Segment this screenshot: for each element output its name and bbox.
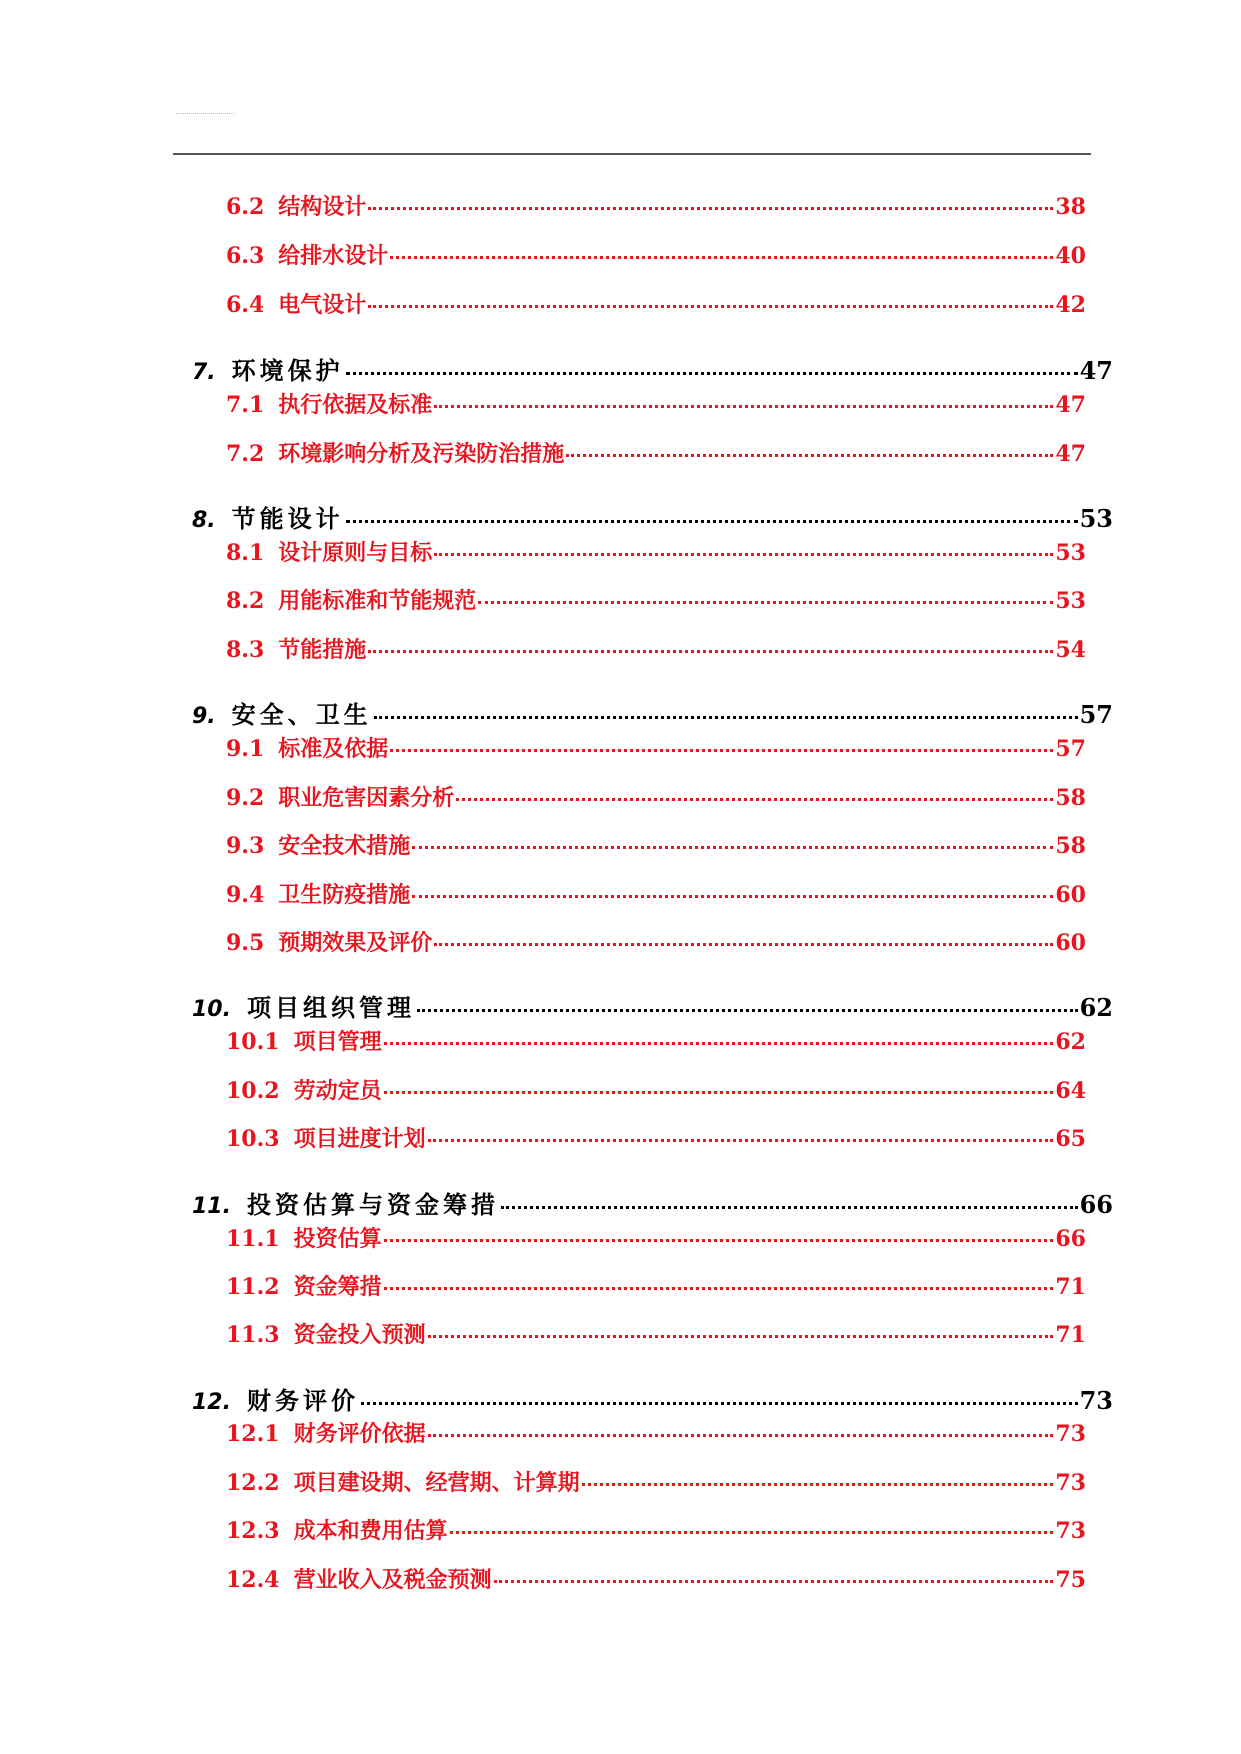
toc-title: 用能标准和节能规范: [278, 588, 477, 614]
toc-number: 11.3: [226, 1322, 280, 1348]
toc-title: 项目管理: [293, 1029, 382, 1055]
dot-leader: [456, 798, 1053, 801]
toc-entry-7-2[interactable]: [226, 437, 1086, 468]
toc-title: 劳动定员: [293, 1078, 382, 1104]
dot-leader: [434, 553, 1053, 556]
toc-entry-8-1[interactable]: [226, 536, 1086, 567]
toc-title: 项目进度计划: [293, 1126, 426, 1152]
dot-leader: [417, 1009, 1078, 1012]
toc-page-number: 62: [1055, 1029, 1086, 1055]
toc-page-number: 47: [1079, 356, 1113, 385]
toc-number: 11.1: [226, 1226, 280, 1252]
toc-number: 10.2: [226, 1078, 280, 1104]
dot-leader: [412, 895, 1053, 898]
dot-leader: [428, 1434, 1054, 1437]
toc-title: 营业收入及税金预测: [293, 1567, 492, 1593]
toc-page-number: 53: [1079, 504, 1113, 533]
toc-number: 12.3: [226, 1518, 280, 1544]
toc-chapter-9[interactable]: [192, 695, 1113, 730]
toc-chapter-11[interactable]: [192, 1185, 1113, 1220]
dot-leader: [384, 1287, 1054, 1290]
toc-number: 12.1: [226, 1421, 280, 1447]
toc-title: 预期效果及评价: [278, 930, 433, 956]
toc-page-number: 73: [1055, 1470, 1086, 1496]
toc-entry-12-1[interactable]: [226, 1417, 1086, 1448]
dot-leader: [434, 405, 1053, 408]
toc-title: 设计原则与目标: [278, 540, 433, 566]
toc-page-number: 47: [1055, 392, 1086, 418]
toc-chapter-8[interactable]: [192, 499, 1113, 534]
toc-title: 投资估算: [293, 1226, 382, 1252]
toc-page-number: 57: [1079, 700, 1113, 729]
toc-chapter-title: 环境保护: [231, 357, 344, 385]
toc-entry-11-3[interactable]: [226, 1318, 1086, 1349]
toc-chapter-number: 7.: [192, 360, 216, 385]
dot-leader: [390, 749, 1053, 752]
toc-title: 标准及依据: [278, 736, 389, 762]
toc-title: 电气设计: [278, 292, 367, 318]
toc-page-number: 65: [1055, 1126, 1086, 1152]
toc-number: 9.3: [226, 833, 265, 859]
dot-leader: [450, 1531, 1054, 1534]
toc-title: 给排水设计: [278, 243, 389, 269]
dot-leader: [361, 1402, 1078, 1405]
toc-chapter-title: 节能设计: [231, 505, 344, 533]
toc-page-number: 73: [1055, 1421, 1086, 1447]
toc-number: 9.2: [226, 785, 265, 811]
toc-page-number: 54: [1055, 637, 1086, 663]
toc-chapter-number: 8.: [192, 508, 216, 533]
toc-entry-9-4[interactable]: [226, 878, 1086, 909]
toc-chapter-number: 10.: [192, 997, 231, 1022]
toc-chapter-12[interactable]: [192, 1381, 1113, 1416]
toc-number: 10.3: [226, 1126, 280, 1152]
dot-leader: [501, 1206, 1078, 1209]
dot-leader: [428, 1139, 1054, 1142]
toc-title: 卫生防疫措施: [278, 882, 411, 908]
toc-page-number: 58: [1055, 833, 1086, 859]
toc-chapter-number: 11.: [192, 1194, 231, 1219]
toc-page-number: 60: [1055, 930, 1086, 956]
toc-number: 6.3: [226, 243, 265, 269]
toc-title: 财务评价依据: [293, 1421, 426, 1447]
toc-page-number: 58: [1055, 785, 1086, 811]
toc-entry-9-3[interactable]: [226, 829, 1086, 860]
toc-number: 7.2: [226, 441, 265, 467]
toc-number: 8.2: [226, 588, 265, 614]
dot-leader: [390, 256, 1053, 259]
toc-chapter-number: 12.: [192, 1390, 231, 1415]
toc-number: 9.5: [226, 930, 265, 956]
toc-entry-7-1[interactable]: [226, 388, 1086, 419]
toc-title: 项目建设期、经营期、计算期: [293, 1470, 580, 1496]
toc-number: 11.2: [226, 1274, 280, 1300]
toc-number: 6.4: [226, 292, 265, 318]
toc-page-number: 73: [1079, 1386, 1113, 1415]
dot-leader: [434, 943, 1053, 946]
toc-entry-11-2[interactable]: [226, 1270, 1086, 1301]
toc-page-number: 42: [1055, 292, 1086, 318]
toc-chapter-title: 财务评价: [246, 1387, 359, 1415]
toc-entry-12-4[interactable]: [226, 1563, 1086, 1594]
toc-page-number: 47: [1055, 441, 1086, 467]
dot-leader: [384, 1091, 1054, 1094]
toc-page-number: 71: [1055, 1322, 1086, 1348]
dot-leader: [412, 846, 1053, 849]
dot-leader: [368, 305, 1053, 308]
toc-number: 8.1: [226, 540, 265, 566]
toc-title: 节能措施: [278, 637, 367, 663]
toc-entry-6-4[interactable]: [226, 288, 1086, 319]
toc-entry-9-5[interactable]: [226, 926, 1086, 957]
dot-leader: [566, 454, 1053, 457]
dot-leader: [384, 1042, 1054, 1045]
toc-chapter-title: 安全、卫生: [231, 701, 372, 729]
toc-entry-10-1[interactable]: [226, 1025, 1086, 1056]
toc-number: 6.2: [226, 194, 265, 220]
toc-entry-11-1[interactable]: [226, 1222, 1086, 1253]
toc-title: 环境影响分析及污染防治措施: [278, 441, 565, 467]
dot-leader: [582, 1483, 1054, 1486]
toc-entry-6-3[interactable]: [226, 239, 1086, 270]
toc-title: 职业危害因素分析: [278, 785, 455, 811]
toc-title: 成本和费用估算: [293, 1518, 448, 1544]
toc-page-number: 71: [1055, 1274, 1086, 1300]
dot-leader: [346, 372, 1078, 375]
toc-chapter-10[interactable]: [192, 988, 1113, 1023]
toc-number: 12.4: [226, 1567, 280, 1593]
toc-entry-10-3[interactable]: [226, 1122, 1086, 1153]
toc-entry-12-3[interactable]: [226, 1514, 1086, 1545]
toc-chapter-7[interactable]: [192, 351, 1113, 386]
toc-title: 资金筹措: [293, 1274, 382, 1300]
toc-entry-6-2[interactable]: [226, 190, 1086, 221]
dot-leader: [494, 1580, 1054, 1583]
toc-page-number: 75: [1055, 1567, 1086, 1593]
toc-entry-10-2[interactable]: [226, 1074, 1086, 1105]
dot-leader: [346, 520, 1078, 523]
dot-leader: [368, 650, 1053, 653]
toc-page-number: 60: [1055, 882, 1086, 908]
toc-page-number: 53: [1055, 588, 1086, 614]
toc-number: 12.2: [226, 1470, 280, 1496]
toc-page-number: 53: [1055, 540, 1086, 566]
toc-title: 资金投入预测: [293, 1322, 426, 1348]
toc-page-number: 38: [1055, 194, 1086, 220]
toc-entry-8-2[interactable]: [226, 584, 1086, 615]
toc-page-number: 40: [1055, 243, 1086, 269]
dot-leader: [478, 601, 1053, 604]
toc-chapter-number: 9.: [192, 704, 216, 729]
dot-leader: [374, 716, 1078, 719]
toc-page-number: 73: [1055, 1518, 1086, 1544]
toc-page-number: 62: [1079, 993, 1113, 1022]
toc-number: 8.3: [226, 637, 265, 663]
toc-number: 9.4: [226, 882, 265, 908]
toc-page-number: 64: [1055, 1078, 1086, 1104]
toc-number: 10.1: [226, 1029, 280, 1055]
dot-leader: [384, 1239, 1054, 1242]
dot-leader: [368, 207, 1053, 210]
toc-title: 结构设计: [278, 194, 367, 220]
toc-entry-9-1[interactable]: [226, 732, 1086, 763]
dot-leader: [428, 1335, 1054, 1338]
toc-entry-9-2[interactable]: [226, 781, 1086, 812]
toc-page-number: 66: [1055, 1226, 1086, 1252]
toc-number: 7.1: [226, 392, 265, 418]
toc-page-number: 66: [1079, 1190, 1113, 1219]
toc-chapter-title: 投资估算与资金筹措: [246, 1191, 499, 1219]
toc-entry-8-3[interactable]: [226, 633, 1086, 664]
toc-page-number: 57: [1055, 736, 1086, 762]
toc-title: 执行依据及标准: [278, 392, 433, 418]
toc-title: 安全技术措施: [278, 833, 411, 859]
toc-number: 9.1: [226, 736, 265, 762]
toc-entry-12-2[interactable]: [226, 1466, 1086, 1497]
toc-chapter-title: 项目组织管理: [246, 994, 415, 1022]
